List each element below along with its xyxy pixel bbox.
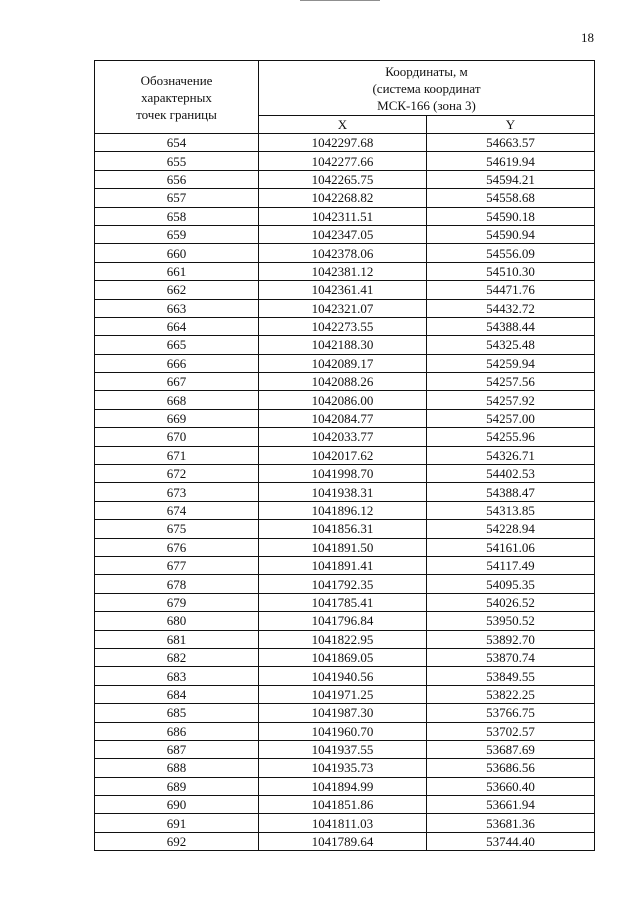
table-row — [95, 704, 595, 722]
y-coordinate-cell: 54228.94 — [427, 520, 595, 538]
x-coordinate-cell: 1041935.73 — [259, 759, 427, 777]
x-coordinate-cell: 1041891.41 — [259, 556, 427, 574]
point-cell: 671 — [95, 446, 259, 464]
point-cell: 659 — [95, 225, 259, 243]
coordinates-table — [94, 60, 595, 851]
point-cell: 661 — [95, 262, 259, 280]
coords-header-line-3: МСК-166 (зона 3) — [377, 97, 476, 113]
point-cell: 682 — [95, 648, 259, 666]
table-row — [95, 777, 595, 795]
coordinates-table-header — [95, 61, 595, 134]
x-coordinate-cell: 1041960.70 — [259, 722, 427, 740]
point-cell: 678 — [95, 575, 259, 593]
y-coordinate-cell: 54590.18 — [427, 207, 595, 225]
table-row — [95, 281, 595, 299]
table-row — [95, 796, 595, 814]
y-coordinate-cell: 54590.94 — [427, 225, 595, 243]
point-cell: 688 — [95, 759, 259, 777]
y-coordinate-cell: 54326.71 — [427, 446, 595, 464]
y-coordinate-cell: 54161.06 — [427, 538, 595, 556]
point-cell: 662 — [95, 281, 259, 299]
table-row — [95, 722, 595, 740]
page-number: 18 — [581, 30, 594, 45]
coords-header-line-1: Координаты, м — [385, 63, 468, 79]
table-row — [95, 759, 595, 777]
table-row — [95, 501, 595, 519]
point-cell: 669 — [95, 409, 259, 427]
table-row — [95, 409, 595, 427]
x-coordinate-cell: 1041785.41 — [259, 593, 427, 611]
y-column-header: Y — [427, 116, 595, 134]
table-row — [95, 446, 595, 464]
table-row — [95, 593, 595, 611]
point-cell: 691 — [95, 814, 259, 832]
x-coordinate-cell: 1041987.30 — [259, 704, 427, 722]
y-coordinate-cell: 53687.69 — [427, 740, 595, 758]
point-cell: 680 — [95, 612, 259, 630]
table-row — [95, 814, 595, 832]
table-row — [95, 465, 595, 483]
x-coordinate-cell: 1041998.70 — [259, 465, 427, 483]
point-cell: 672 — [95, 465, 259, 483]
point-cell: 689 — [95, 777, 259, 795]
y-coordinate-cell: 54663.57 — [427, 134, 595, 152]
y-coordinate-cell: 53686.56 — [427, 759, 595, 777]
y-coordinate-cell: 54556.09 — [427, 244, 595, 262]
y-coordinate-cell: 53744.40 — [427, 832, 595, 850]
x-coordinate-cell: 1041792.35 — [259, 575, 427, 593]
point-header-line-1: Обозначение — [140, 72, 213, 88]
x-coordinate-cell: 1041896.12 — [259, 501, 427, 519]
point-cell: 673 — [95, 483, 259, 501]
y-coordinate-cell: 53681.36 — [427, 814, 595, 832]
y-coordinate-cell: 53702.57 — [427, 722, 595, 740]
table-row — [95, 520, 595, 538]
table-row — [95, 740, 595, 758]
y-coordinate-cell: 54257.00 — [427, 409, 595, 427]
point-cell: 657 — [95, 189, 259, 207]
y-coordinate-cell: 53892.70 — [427, 630, 595, 648]
y-coordinate-cell: 54259.94 — [427, 354, 595, 372]
x-coordinate-cell: 1041811.03 — [259, 814, 427, 832]
point-cell: 658 — [95, 207, 259, 225]
y-coordinate-cell: 54325.48 — [427, 336, 595, 354]
point-cell: 690 — [95, 796, 259, 814]
point-cell: 684 — [95, 685, 259, 703]
point-cell: 667 — [95, 373, 259, 391]
table-row — [95, 685, 595, 703]
point-cell: 656 — [95, 170, 259, 188]
point-cell: 668 — [95, 391, 259, 409]
table-row — [95, 428, 595, 446]
table-row — [95, 134, 595, 152]
y-coordinate-cell: 53766.75 — [427, 704, 595, 722]
x-coordinate-cell: 1042017.62 — [259, 446, 427, 464]
x-coordinate-cell: 1042033.77 — [259, 428, 427, 446]
y-coordinate-cell: 54026.52 — [427, 593, 595, 611]
y-coordinate-cell: 54594.21 — [427, 170, 595, 188]
y-coordinate-cell: 54619.94 — [427, 152, 595, 170]
point-cell: 660 — [95, 244, 259, 262]
y-coordinate-cell: 54095.35 — [427, 575, 595, 593]
y-coordinate-cell: 53849.55 — [427, 667, 595, 685]
point-cell: 670 — [95, 428, 259, 446]
x-coordinate-cell: 1042277.66 — [259, 152, 427, 170]
x-coordinate-cell: 1042297.68 — [259, 134, 427, 152]
point-cell: 686 — [95, 722, 259, 740]
table-row — [95, 556, 595, 574]
x-coordinate-cell: 1041937.55 — [259, 740, 427, 758]
x-coordinate-cell: 1041894.99 — [259, 777, 427, 795]
table-row — [95, 648, 595, 666]
x-coordinate-cell: 1042378.06 — [259, 244, 427, 262]
point-cell: 681 — [95, 630, 259, 648]
table-row — [95, 630, 595, 648]
scan-top-mark — [300, 0, 380, 5]
x-coordinate-cell: 1042381.12 — [259, 262, 427, 280]
point-cell: 677 — [95, 556, 259, 574]
point-cell: 666 — [95, 354, 259, 372]
y-coordinate-cell: 54558.68 — [427, 189, 595, 207]
point-cell: 655 — [95, 152, 259, 170]
x-coordinate-cell: 1042188.30 — [259, 336, 427, 354]
x-coordinate-cell: 1042086.00 — [259, 391, 427, 409]
x-coordinate-cell: 1041940.56 — [259, 667, 427, 685]
x-coordinate-cell: 1042084.77 — [259, 409, 427, 427]
x-coordinate-cell: 1041851.86 — [259, 796, 427, 814]
y-coordinate-cell: 54117.49 — [427, 556, 595, 574]
x-coordinate-cell: 1042088.26 — [259, 373, 427, 391]
point-cell: 679 — [95, 593, 259, 611]
table-row — [95, 538, 595, 556]
table-row — [95, 667, 595, 685]
point-cell: 664 — [95, 317, 259, 335]
y-coordinate-cell: 53660.40 — [427, 777, 595, 795]
table-row — [95, 170, 595, 188]
y-coordinate-cell: 54388.47 — [427, 483, 595, 501]
point-cell: 692 — [95, 832, 259, 850]
coordinates-table-body — [95, 134, 595, 851]
point-header-line-2: характерных — [141, 89, 212, 105]
point-cell: 675 — [95, 520, 259, 538]
x-coordinate-cell: 1041856.31 — [259, 520, 427, 538]
point-cell: 676 — [95, 538, 259, 556]
x-coordinate-cell: 1042089.17 — [259, 354, 427, 372]
x-column-header: X — [259, 116, 427, 134]
table-row — [95, 354, 595, 372]
x-coordinate-cell: 1041938.31 — [259, 483, 427, 501]
table-row — [95, 299, 595, 317]
x-coordinate-cell: 1041971.25 — [259, 685, 427, 703]
coords-header-line-2: (система координат — [372, 80, 481, 96]
x-coordinate-cell: 1042321.07 — [259, 299, 427, 317]
y-coordinate-cell: 54471.76 — [427, 281, 595, 299]
x-coordinate-cell: 1041822.95 — [259, 630, 427, 648]
table-row — [95, 207, 595, 225]
x-coordinate-cell: 1042273.55 — [259, 317, 427, 335]
table-row — [95, 317, 595, 335]
y-coordinate-cell: 54257.56 — [427, 373, 595, 391]
y-coordinate-cell: 54510.30 — [427, 262, 595, 280]
y-coordinate-cell: 53661.94 — [427, 796, 595, 814]
x-coordinate-cell: 1041796.84 — [259, 612, 427, 630]
coordinates-group-header — [259, 61, 595, 116]
x-coordinate-cell: 1042265.75 — [259, 170, 427, 188]
point-column-header — [95, 61, 259, 134]
table-row — [95, 189, 595, 207]
x-coordinate-cell: 1041869.05 — [259, 648, 427, 666]
table-row — [95, 336, 595, 354]
point-cell: 654 — [95, 134, 259, 152]
x-coordinate-cell: 1041789.64 — [259, 832, 427, 850]
x-coordinate-cell: 1042361.41 — [259, 281, 427, 299]
table-row — [95, 391, 595, 409]
y-coordinate-cell: 53822.25 — [427, 685, 595, 703]
y-coordinate-cell: 54432.72 — [427, 299, 595, 317]
y-coordinate-cell: 53870.74 — [427, 648, 595, 666]
table-row — [95, 262, 595, 280]
y-coordinate-cell: 54402.53 — [427, 465, 595, 483]
table-row — [95, 612, 595, 630]
x-coordinate-cell: 1042268.82 — [259, 189, 427, 207]
x-coordinate-cell: 1042347.05 — [259, 225, 427, 243]
x-coordinate-cell: 1042311.51 — [259, 207, 427, 225]
point-cell: 663 — [95, 299, 259, 317]
point-cell: 674 — [95, 501, 259, 519]
y-coordinate-cell: 54313.85 — [427, 501, 595, 519]
table-row — [95, 575, 595, 593]
y-coordinate-cell: 53950.52 — [427, 612, 595, 630]
y-coordinate-cell: 54255.96 — [427, 428, 595, 446]
table-row — [95, 225, 595, 243]
point-cell: 665 — [95, 336, 259, 354]
point-header-line-3: точек границы — [136, 106, 217, 122]
point-cell: 687 — [95, 740, 259, 758]
x-coordinate-cell: 1041891.50 — [259, 538, 427, 556]
table-row — [95, 373, 595, 391]
point-cell: 685 — [95, 704, 259, 722]
table-row — [95, 832, 595, 850]
table-row — [95, 244, 595, 262]
y-coordinate-cell: 54257.92 — [427, 391, 595, 409]
table-row — [95, 483, 595, 501]
y-coordinate-cell: 54388.44 — [427, 317, 595, 335]
table-row — [95, 152, 595, 170]
point-cell: 683 — [95, 667, 259, 685]
